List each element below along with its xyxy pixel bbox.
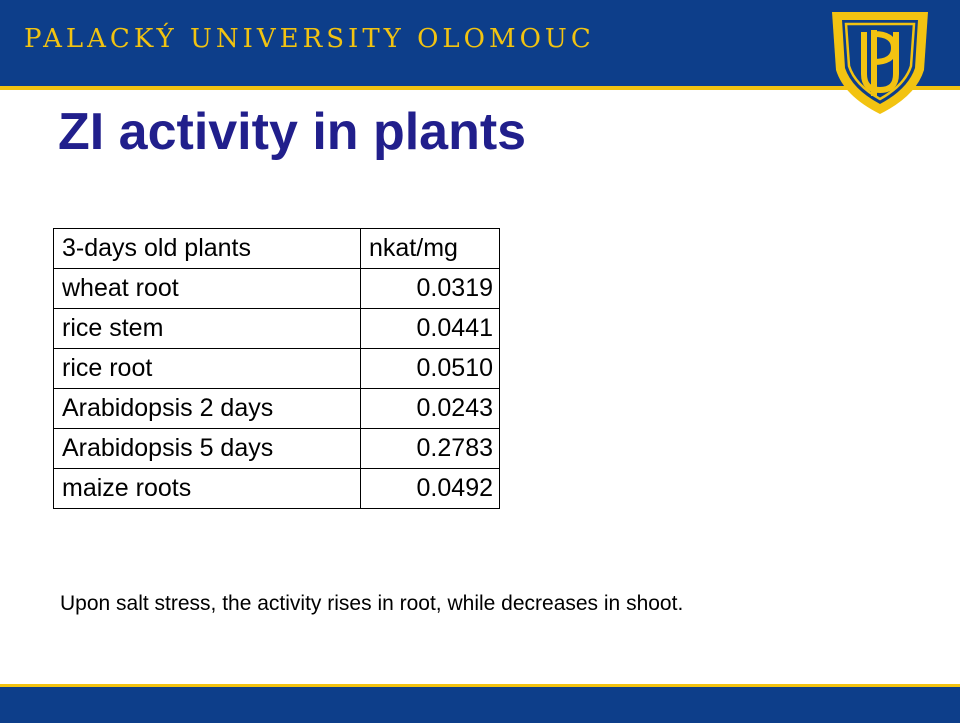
- footnote-text: Upon salt stress, the activity rises in root, while decreases in shoot.: [60, 592, 684, 615]
- table-row: [54, 429, 500, 469]
- cell-plant: Arabidopsis 5 days: [54, 429, 361, 469]
- university-shield-logo-icon: [818, 4, 942, 116]
- table-row: [54, 469, 500, 509]
- table-row: [54, 309, 500, 349]
- cell-plant: wheat root: [54, 269, 361, 309]
- page-title: ZI activity in plants: [58, 103, 527, 161]
- table-row: [54, 269, 500, 309]
- footer-band: [0, 684, 960, 723]
- cell-activity: 0.0441: [361, 309, 500, 349]
- cell-plant: Arabidopsis 2 days: [54, 389, 361, 429]
- cell-activity: 0.0243: [361, 389, 500, 429]
- cell-activity: 0.0319: [361, 269, 500, 309]
- cell-activity: 0.2783: [361, 429, 500, 469]
- cell-plant: maize roots: [54, 469, 361, 509]
- activity-table: [53, 228, 500, 509]
- table-row: [54, 349, 500, 389]
- university-name: PALACKÝ UNIVERSITY OLOMOUC: [24, 24, 595, 54]
- cell-activity: 0.0492: [361, 469, 500, 509]
- header-cell-name: 3-days old plants: [54, 229, 361, 269]
- cell-plant: rice root: [54, 349, 361, 389]
- header-cell-unit: nkat/mg: [361, 229, 500, 269]
- cell-plant: rice stem: [54, 309, 361, 349]
- table-row: [54, 389, 500, 429]
- table-header-row: [54, 229, 500, 269]
- header-band: [0, 0, 960, 90]
- cell-activity: 0.0510: [361, 349, 500, 389]
